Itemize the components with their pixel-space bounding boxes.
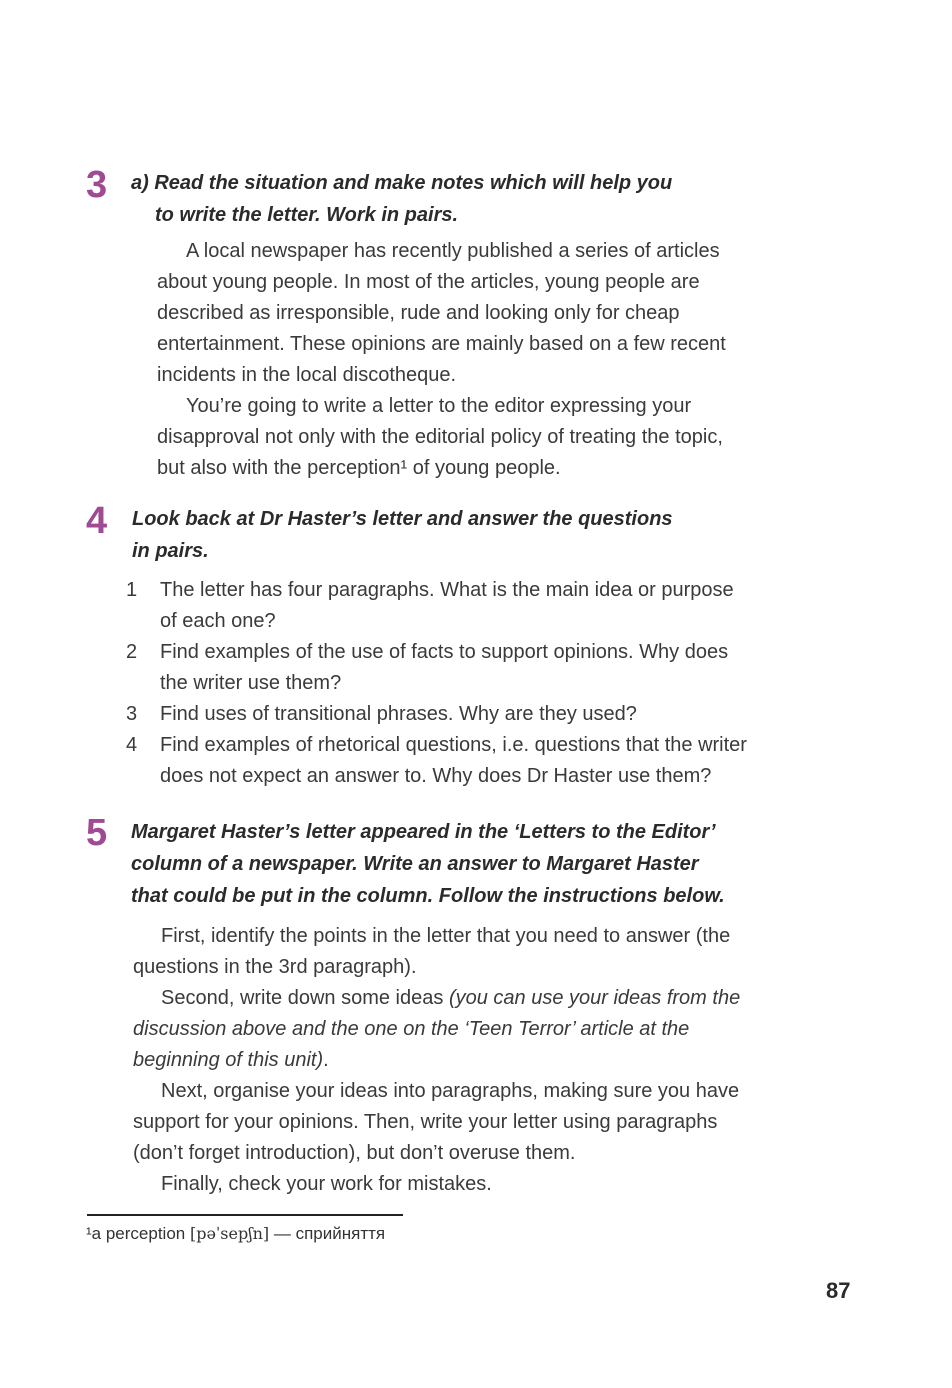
task-3-paragraph-1-line-4: entertainment. These opinions are mainly based on a few recent <box>157 333 726 355</box>
task-5-second-italic-3: beginning of this unit) <box>133 1049 324 1071</box>
task-5-second-line-2: discussion above and the one on the ‘Teen Terror’ article at the <box>133 1018 690 1040</box>
task-4-item-1-line-2: of each one? <box>160 610 276 632</box>
task-5-second-italic-1: (you can use your ideas from the <box>448 987 741 1009</box>
task-5-second-end: . <box>323 1049 329 1071</box>
task-3-paragraph-1-line-3: described as irresponsible, rude and looking only for cheap <box>157 302 680 324</box>
task-3-instruction-line-2: to write the letter. Work in pairs. <box>155 204 459 226</box>
task-4-item-1-number: 1 <box>126 579 138 601</box>
task-3-paragraph-1-line-1: A local newspaper has recently published a series of articles <box>186 240 720 262</box>
task-3-paragraph-2-line-2: disapproval not only with the editorial policy of treating the topic, <box>157 426 723 448</box>
footnote <box>86 1224 385 1244</box>
task-4-item-2-line-2: the writer use them? <box>160 672 342 694</box>
footnote-ipa: [pəˈsepʃn] <box>189 1224 270 1243</box>
task-3-paragraph-2-line-3: but also with the perception¹ of young people. <box>157 457 561 479</box>
task-number-3: 3 <box>86 164 108 206</box>
task-5-first-line-2: questions in the 3rd paragraph). <box>133 956 417 978</box>
footnote-word: ¹a perception <box>86 1224 190 1243</box>
task-5-next-line-3: (don’t forget introduction), but don’t overuse them. <box>133 1142 576 1164</box>
task-4-item-2-line-1: Find examples of the use of facts to support opinions. Why does <box>160 641 729 663</box>
task-number-4: 4 <box>86 500 108 542</box>
task-number-5: 5 <box>86 812 108 854</box>
task-3-paragraph-2-line-1: You’re going to write a letter to the editor expressing your <box>186 395 692 417</box>
task-4-item-4-line-1: Find examples of rhetorical questions, i.e. questions that the writer <box>160 734 747 756</box>
task-5-instruction-line-2: column of a newspaper. Write an answer to Margaret Haster <box>131 853 699 875</box>
task-4-item-2-number: 2 <box>126 641 138 663</box>
task-5-second-line-3 <box>133 1048 329 1072</box>
task-3-paragraph-1-line-5: incidents in the local discotheque. <box>157 364 457 386</box>
task-4-item-4-line-2: does not expect an answer to. Why does Dr Haster use them? <box>160 765 712 787</box>
task-3-instruction-line-1: a) Read the situation and make notes which will help you <box>131 172 673 194</box>
task-3-paragraph-1-line-2: about young people. In most of the articles, young people are <box>157 271 700 293</box>
task-5-next-line-2: support for your opinions. Then, write your letter using paragraphs <box>133 1111 718 1133</box>
task-4-item-1-line-1: The letter has four paragraphs. What is the main idea or purpose <box>160 579 734 601</box>
task-5-second-line-1 <box>161 986 740 1010</box>
task-5-first-line-1: First, identify the points in the letter that you need to answer (the <box>161 925 731 947</box>
task-4-instruction-line-2: in pairs. <box>132 540 209 562</box>
task-5-instruction-line-1: Margaret Haster’s letter appeared in the ‘Letters to the Editor’ <box>131 821 716 843</box>
task-5-finally: Finally, check your work for mistakes. <box>161 1173 492 1195</box>
footnote-translation: — сприйняття <box>269 1224 386 1243</box>
task-5-next-line-1: Next, organise your ideas into paragraphs, making sure you have <box>161 1080 740 1102</box>
task-5-instruction-line-3: that could be put in the column. Follow the instructions below. <box>131 885 725 907</box>
task-5-second-lead: Second, write down some ideas <box>161 987 449 1009</box>
task-4-instruction-line-1: Look back at Dr Haster’s letter and answer the questions <box>132 508 673 530</box>
page-number: 87 <box>826 1278 851 1303</box>
task-4-item-3-number: 3 <box>126 703 138 725</box>
task-4-item-4-number: 4 <box>126 734 138 756</box>
footnote-divider <box>87 1214 403 1216</box>
task-4-item-3-line-1: Find uses of transitional phrases. Why are they used? <box>160 703 637 725</box>
